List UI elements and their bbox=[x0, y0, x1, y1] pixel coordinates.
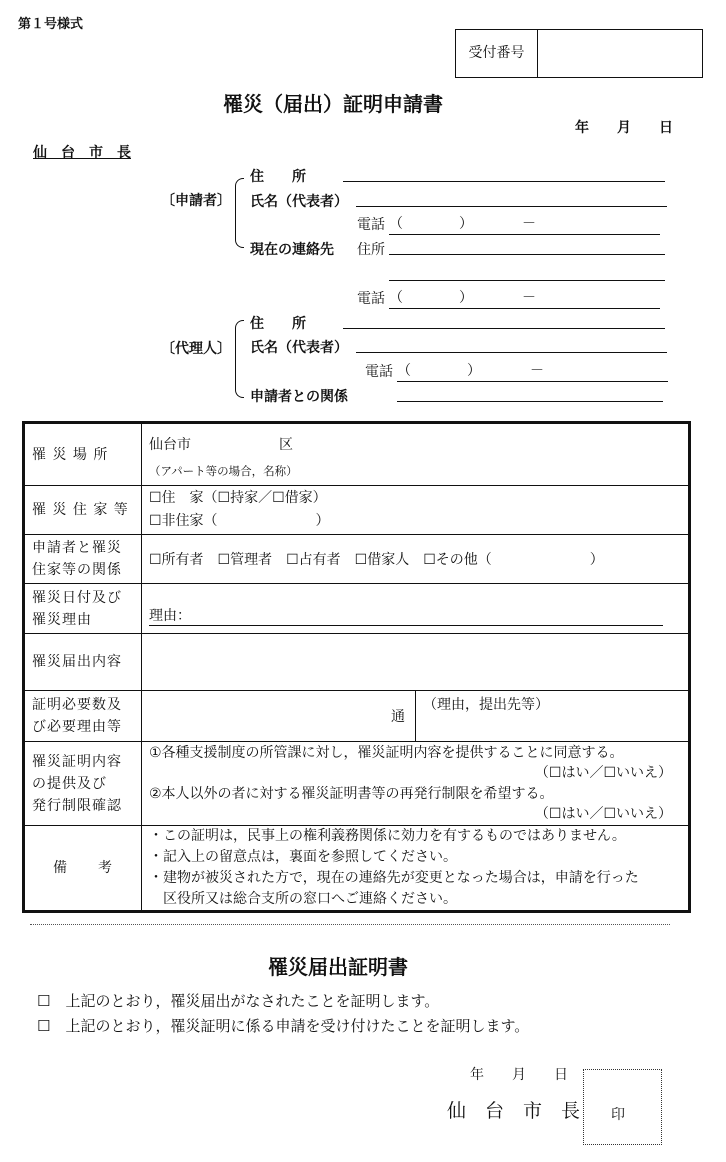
table-row bbox=[24, 423, 690, 486]
place-label: 罹 災 場 所 bbox=[24, 423, 142, 486]
report-label: 罹災届出内容 bbox=[24, 634, 142, 691]
place-field[interactable] bbox=[142, 423, 690, 486]
table-row bbox=[24, 742, 690, 826]
count-note: （理由，提出先等） bbox=[423, 697, 549, 713]
reason-field[interactable] bbox=[142, 584, 690, 634]
relation-label-line: 申請者と罹災 bbox=[32, 540, 122, 556]
form-number-label: 第１号様式 bbox=[18, 17, 84, 32]
place-ward: 区 bbox=[279, 437, 293, 453]
agent-address-field[interactable] bbox=[343, 328, 665, 329]
provide-answer-2[interactable]: （☐はい／☐いいえ） bbox=[534, 806, 672, 822]
relation-label bbox=[24, 535, 142, 584]
remark-item: 区役所又は総合支所の窓口へご連絡ください。 bbox=[149, 891, 457, 907]
table-row bbox=[24, 634, 690, 691]
table-row bbox=[24, 584, 690, 634]
count-label-line: 証明必要数及 bbox=[32, 697, 122, 713]
page-title: 罹災（届出）証明申請書 bbox=[223, 92, 443, 116]
applicant-address-label: 住 所 bbox=[250, 169, 306, 185]
house-option-dwelling[interactable]: ☐住 家（☐持家／☐借家） bbox=[149, 490, 327, 506]
applicant-name-field[interactable] bbox=[356, 206, 667, 207]
agent-name-field[interactable] bbox=[356, 352, 667, 353]
agent-brace bbox=[235, 320, 244, 398]
applicant-bracket: 〔申請者〕 bbox=[161, 193, 231, 209]
contact-label: 現在の連絡先 bbox=[250, 242, 334, 258]
remarks-field bbox=[142, 826, 690, 912]
table-row bbox=[24, 535, 690, 584]
agent-phone-field[interactable]: （ ） － bbox=[397, 360, 668, 382]
receipt-number-label: 受付番号 bbox=[456, 30, 538, 77]
date-label bbox=[24, 584, 142, 634]
applicant-address-field[interactable] bbox=[343, 181, 665, 182]
remark-item: ・建物が被災された方で，現在の連絡先が変更となった場合は，申請を行った bbox=[149, 870, 639, 886]
agent-address-label: 住 所 bbox=[250, 316, 306, 332]
reason-label: 理由： bbox=[149, 591, 663, 626]
seal-mark: 印 bbox=[611, 1107, 625, 1123]
disaster-info-table bbox=[22, 421, 691, 913]
house-label: 罹 災 住 家 等 bbox=[24, 486, 142, 535]
remark-item: ・記入上の留意点は，裏面を参照してください。 bbox=[149, 849, 457, 865]
certificate-signer: 仙 台 市 長 bbox=[447, 1100, 581, 1122]
addressee: 仙 台 市 長 bbox=[33, 145, 131, 161]
table-row bbox=[24, 486, 690, 535]
house-option-non-dwelling[interactable]: ☐非住家（ ） bbox=[149, 513, 330, 529]
application-date[interactable]: 年 月 日 bbox=[575, 120, 673, 136]
provide-label bbox=[24, 742, 142, 826]
relation-options[interactable]: ☐所有者 ☐管理者 ☐占有者 ☐借家人 ☐その他（ ） bbox=[142, 535, 690, 584]
applicant-phone-field[interactable]: （ ） － bbox=[389, 213, 660, 235]
agent-relation-label: 申請者との関係 bbox=[250, 389, 348, 405]
contact-address-field-2[interactable] bbox=[389, 280, 665, 281]
receipt-number-box bbox=[455, 29, 703, 78]
table-row bbox=[24, 691, 690, 742]
agent-relation-field[interactable] bbox=[397, 401, 663, 402]
relation-label-line: 住家等の関係 bbox=[32, 562, 122, 578]
provide-label-line: 発行制限確認 bbox=[32, 797, 122, 814]
table-row bbox=[24, 826, 690, 912]
provide-answer-1[interactable]: （☐はい／☐いいえ） bbox=[534, 765, 672, 781]
contact-phone-label: 電話 bbox=[357, 291, 385, 307]
provide-label-line: の提供及び bbox=[32, 775, 107, 792]
receipt-number-field[interactable] bbox=[538, 30, 708, 77]
agent-bracket: 〔代理人〕 bbox=[161, 341, 231, 357]
count-reason-field[interactable] bbox=[416, 691, 690, 742]
certificate-title: 罹災届出証明書 bbox=[268, 955, 408, 979]
agent-phone-label: 電話 bbox=[365, 364, 393, 380]
place-note: （アパート等の場合，名称） bbox=[149, 464, 298, 478]
contact-phone-field[interactable]: （ ） － bbox=[389, 287, 660, 309]
cut-line bbox=[30, 924, 670, 925]
count-field[interactable] bbox=[142, 691, 416, 742]
applicant-brace bbox=[235, 178, 244, 248]
certificate-date[interactable]: 年 月 日 bbox=[470, 1067, 568, 1083]
certificate-line-2[interactable]: ☐ 上記のとおり，罹災証明に係る申請を受け付けたことを証明します。 bbox=[37, 1017, 530, 1035]
agent-name-label: 氏名（代表者） bbox=[250, 340, 348, 356]
count-label-line: び必要理由等 bbox=[32, 719, 122, 735]
report-field[interactable] bbox=[142, 634, 690, 691]
house-field[interactable] bbox=[142, 486, 690, 535]
date-label-line: 罹災理由 bbox=[32, 611, 92, 628]
seal-box bbox=[583, 1069, 662, 1145]
provide-field bbox=[142, 742, 690, 826]
contact-address-label: 住所 bbox=[357, 242, 385, 258]
provide-question-2: ②本人以外の者に対する罹災証明書等の再発行制限を希望する。 bbox=[149, 785, 554, 802]
date-label-line: 罹災日付及び bbox=[32, 589, 122, 606]
remarks-label: 備 考 bbox=[24, 826, 142, 912]
remark-item: ・この証明は，民事上の権利義務関係に効力を有するものではありません。 bbox=[149, 828, 626, 844]
provide-question-1: ①各種支援制度の所管課に対し，罹災証明内容を提供することに同意する。 bbox=[149, 744, 624, 761]
applicant-phone-label: 電話 bbox=[357, 217, 385, 233]
certificate-line-1[interactable]: ☐ 上記のとおり，罹災届出がなされたことを証明します。 bbox=[37, 992, 440, 1010]
provide-label-line: 罹災証明内容 bbox=[32, 753, 122, 770]
place-city: 仙台市 bbox=[149, 437, 191, 453]
count-label bbox=[24, 691, 142, 742]
contact-address-field[interactable] bbox=[389, 254, 665, 255]
applicant-name-label: 氏名（代表者） bbox=[250, 194, 348, 210]
count-unit: 通 bbox=[391, 709, 405, 725]
